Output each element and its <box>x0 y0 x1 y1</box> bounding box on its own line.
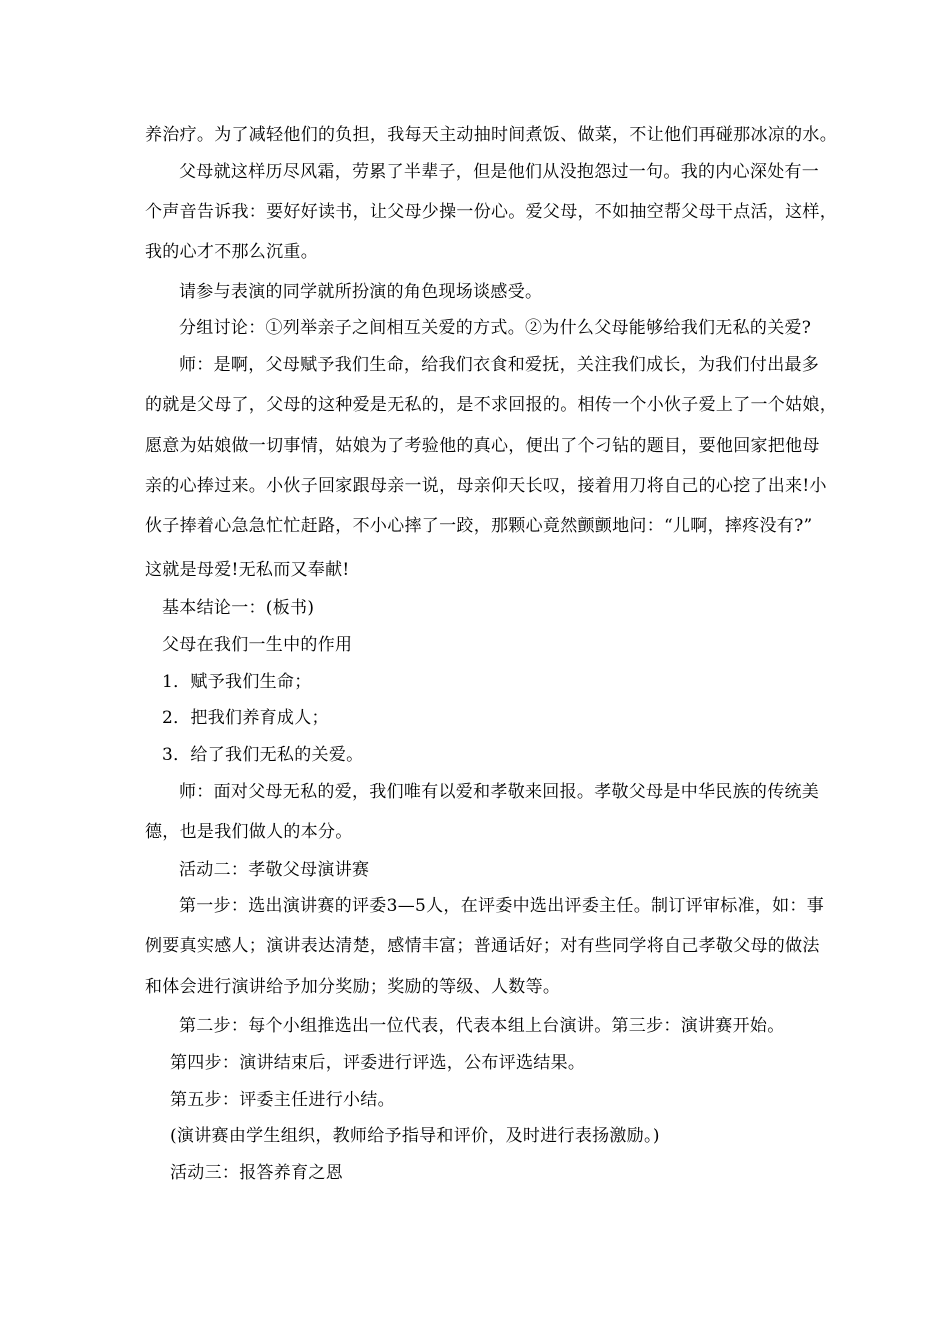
text-line: 愿意为姑娘做一切事情，姑娘为了考验他的真心，便出了个刁钻的题目，要他回家把他母 <box>145 436 820 456</box>
text-line: 请参与表演的同学就所扮演的角色现场谈感受。 <box>179 282 543 302</box>
text-line: 亲的心捧过来。小伙子回家跟母亲一说，母亲仰天长叹，接着用刀将自己的心挖了出来!小 <box>145 476 827 496</box>
list-item: 3．给了我们无私的关爱。 <box>162 745 364 765</box>
text-line: 这就是母爱!无私而又奉献! <box>145 560 350 580</box>
text-line: 第二步：每个小组推选出一位代表，代表本组上台演讲。第三步：演讲赛开始。 <box>179 1016 785 1036</box>
text-line: 伙子捧着心急急忙忙赶路，不小心摔了一跤，那颗心竟然颤颤地问：“儿啊，摔疼没有?” <box>145 516 813 536</box>
text-line: 第五步：评委主任进行小结。 <box>170 1090 395 1110</box>
conclusion-heading: 基本结论一：(板书) <box>162 598 315 618</box>
text-line: 个声音告诉我：要好好读书，让父母少操一份心。爱父母，不如抽空帮父母干点活，这样， <box>145 202 837 222</box>
text-line: 养治疗。为了减轻他们的负担，我每天主动抽时间煮饭、做菜，不让他们再碰那冰凉的水。 <box>145 125 837 145</box>
text-line: 和体会进行演讲给予加分奖励；奖励的等级、人数等。 <box>145 977 561 997</box>
text-line: 师：是啊，父母赋予我们生命，给我们衣食和爱抚，关注我们成长，为我们付出最多 <box>179 355 820 375</box>
text-line: 我的心才不那么沉重。 <box>145 242 318 262</box>
text-line: 父母就这样历尽风霜，劳累了半辈子，但是他们从没抱怨过一句。我的内心深处有一 <box>179 162 820 182</box>
list-item: 1．赋予我们生命； <box>162 672 312 692</box>
text-line: 第四步：演讲结束后，评委进行评选，公布评选结果。 <box>170 1053 586 1073</box>
text-line: 德，也是我们做人的本分。 <box>145 822 353 842</box>
text-line: 的就是父母了，父母的这种爱是无私的，是不求回报的。相传一个小伙子爱上了一个姑娘， <box>145 395 837 415</box>
text-line: 师：面对父母无私的爱，我们唯有以爱和孝敬来回报。孝敬父母是中华民族的传统美 <box>179 782 820 802</box>
text-line: 例要真实感人；演讲表达清楚，感情丰富；普通话好；对有些同学将自己孝敬父母的做法 <box>145 936 820 956</box>
activity-title: 活动三：报答养育之恩 <box>170 1163 343 1183</box>
text-line: 第一步：选出演讲赛的评委3—5人，在评委中选出评委主任。制订评审标准，如：事 <box>179 896 825 916</box>
text-line: 分组讨论：①列举亲子之间相互关爱的方式。②为什么父母能够给我们无私的关爱? <box>179 318 812 338</box>
text-line: (演讲赛由学生组织，教师给予指导和评价，及时进行表扬激励。) <box>170 1126 660 1146</box>
list-item: 2．把我们养育成人； <box>162 708 329 728</box>
activity-title: 活动二：孝敬父母演讲赛 <box>179 860 370 880</box>
conclusion-subheading: 父母在我们一生中的作用 <box>162 635 353 655</box>
